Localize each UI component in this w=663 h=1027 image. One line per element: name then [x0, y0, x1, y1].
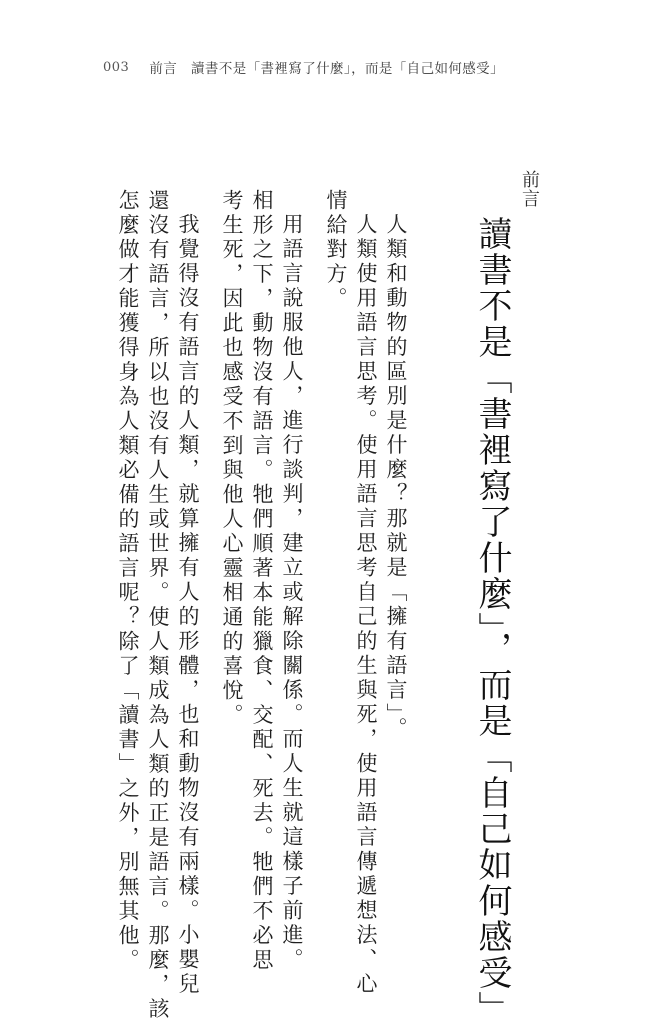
- body-line-5: 相形之下，動物沒有語言。牠們順著本能獵食、交配、死去。牠們不必思: [250, 189, 274, 973]
- page-number: 003: [103, 59, 130, 75]
- running-header: [103, 56, 623, 78]
- body-line-3: 情給對方。: [324, 189, 348, 312]
- body-line-9: 怎麼做才能獲得身為人類必備的語言呢？除了「讀書」之外，別無其他。: [116, 189, 140, 973]
- body-line-7: 我覺得沒有語言的人類，就算擁有人的形體，也和動物沒有兩樣。小嬰兒: [176, 213, 200, 997]
- body-line-4: 用語言說服他人，進行談判，建立或解除關係。而人生就這樣子前進。: [280, 213, 304, 973]
- body-line-2: 人類使用語言思考。使用語言思考自己的生與死，使用語言傳遞想法、心: [354, 213, 378, 997]
- section-label: 前言: [519, 170, 540, 208]
- body-line-1: 人類和動物的區別是什麼？那就是「擁有語言」。: [384, 213, 408, 742]
- chapter-title: 讀書不是「書裡寫了什麼」，而是「自己如何感受」: [472, 216, 512, 1027]
- body-line-8: 還沒有語言，所以也沒有人生或世界。使人類成為人類的正是語言。那麼，該: [146, 189, 170, 1022]
- body-line-6: 考生死，因此也感受不到與他人心靈相通的喜悅。: [220, 189, 244, 728]
- running-title: 前言 讀書不是「書裡寫了什麼」，而是「自己如何感受」: [149, 61, 504, 77]
